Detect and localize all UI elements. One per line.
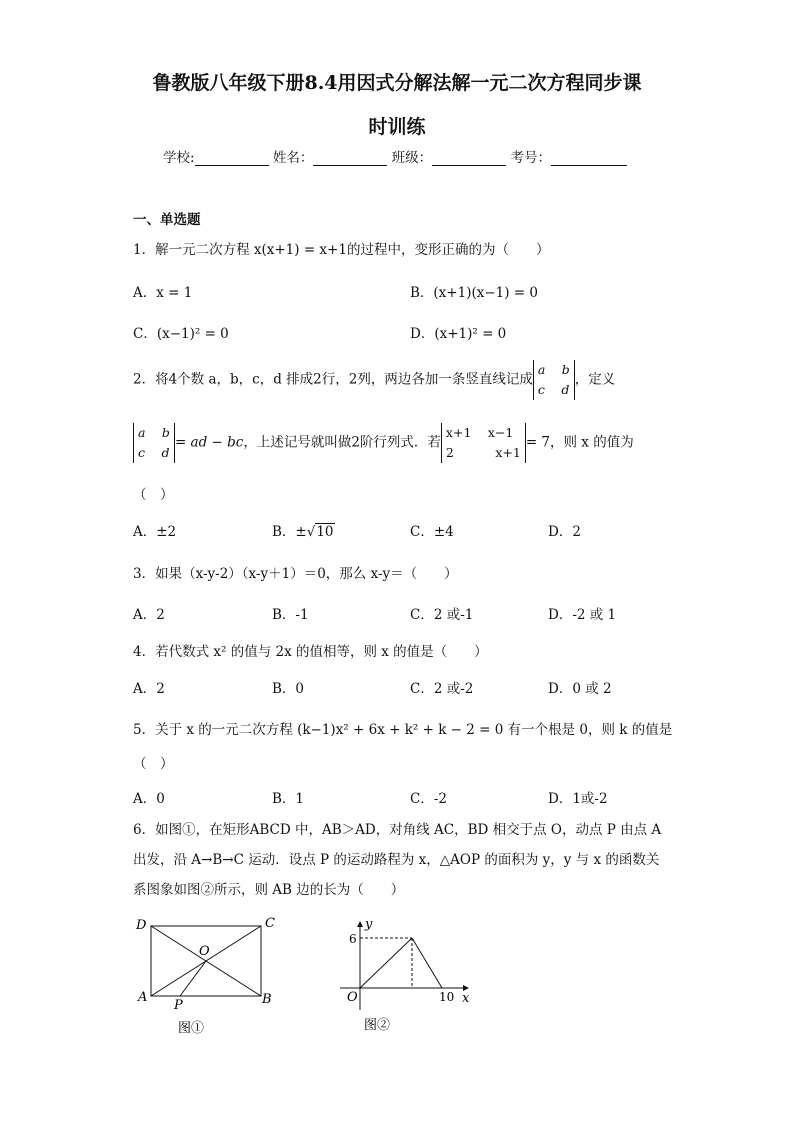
tick-10: 10 (439, 990, 455, 1004)
q4-stem: 4．若代数式 x² 的值与 2x 的值相等，则 x 的值是（ ） (133, 644, 488, 660)
q2-option-c[interactable]: C．±4 (410, 524, 454, 540)
label-a: A (138, 990, 148, 1005)
q1-option-a[interactable]: A．x = 1 (133, 285, 193, 301)
name-blank[interactable] (313, 151, 387, 166)
title-line-1: 鲁教版八年级下册8.4用因式分解法解一元二次方程同步课 (152, 72, 642, 94)
q2-option-b-label: B．± (272, 524, 307, 540)
class-label: 班级： (391, 150, 433, 166)
q2-stem-c: ，上述记号就叫做2阶行列式．若 (243, 434, 441, 451)
caption-fig1: 图① (178, 1021, 205, 1036)
q2-stem-a: 2．将4个数 a，b，c，d 排成2行，2列，两边各加一条竖直线记成 (133, 371, 533, 388)
q3-option-a[interactable]: A．2 (133, 607, 165, 623)
label-b: B (262, 992, 272, 1007)
det-row-1: a b (537, 362, 570, 377)
graph-falling (412, 938, 442, 988)
exam-no-label: 考号： (510, 150, 551, 166)
exam-no-blank[interactable] (551, 151, 627, 166)
label-origin: O (347, 990, 358, 1005)
label-o: O (199, 944, 210, 959)
q3-option-b[interactable]: B．-1 (272, 607, 309, 623)
q1-option-b[interactable]: B．(x+1)(x−1) = 0 (410, 285, 538, 301)
q4-option-b[interactable]: B．0 (272, 681, 305, 697)
q1-stem: 1．解一元二次方程 x(x+1) = x+1的过程中，变形正确的为（ ） (133, 242, 550, 258)
caption-fig2: 图② (364, 1018, 391, 1033)
school-label: 学校: (163, 150, 195, 166)
q2-option-b[interactable] (272, 520, 335, 540)
label-y: y (365, 917, 373, 932)
q2-line-2 (133, 423, 634, 463)
q1-option-d[interactable]: D．(x+1)² = 0 (410, 326, 507, 342)
label-p: P (174, 998, 183, 1013)
q3-option-c[interactable]: C．2 或-1 (410, 607, 474, 623)
info-row (163, 146, 627, 166)
det-row-2: c d (537, 382, 570, 397)
q4-option-d[interactable]: D．0 或 2 (548, 681, 612, 697)
q5-option-c[interactable]: C．-2 (410, 791, 447, 807)
q2-option-a[interactable]: A．±2 (133, 524, 177, 540)
q6-line-3: 系图象如图②所示，则 AB 边的长为（ ） (133, 882, 405, 898)
q2-line-1 (133, 360, 615, 400)
q4-option-c[interactable]: C．2 或-2 (410, 681, 474, 697)
q2-det-equation (441, 423, 526, 463)
q2-stem-d: = 7，则 x 的值为 (525, 434, 634, 451)
q1-option-c[interactable]: C．(x−1)² = 0 (133, 326, 229, 342)
q2-stem-e: （ ） (133, 487, 174, 503)
sqrt-symbol: √ (306, 524, 316, 540)
q2-stem-b: ，定义 (574, 371, 616, 388)
q3-stem: 3．如果（x-y-2）（x-y＋1）＝0，那么 x-y＝（ ） (133, 566, 458, 582)
q2-option-b-radicand: 10 (316, 524, 334, 540)
q2-def-rhs: = ad − bc (174, 434, 244, 451)
q6-line-1: 6．如图①，在矩形ABCD 中，AB＞AD，对角线 AC，BD 相交于点 O，动点 P 由点 A (133, 822, 662, 838)
class-blank[interactable] (432, 151, 506, 166)
label-c: C (265, 916, 275, 931)
tick-6: 6 (349, 932, 357, 946)
q2-det-notation (533, 360, 575, 400)
q5-stem-b: （ ） (133, 756, 174, 772)
eq-row-1: x+1 x−1 (445, 425, 514, 440)
segment-op (180, 961, 206, 996)
label-x: x (462, 991, 470, 1006)
q5-option-a[interactable]: A．0 (133, 791, 165, 807)
q2-det-def (133, 423, 175, 463)
q4-option-a[interactable]: A．2 (133, 681, 165, 697)
school-blank[interactable] (195, 151, 269, 166)
title-line-2: 时训练 (368, 116, 426, 138)
q2-option-d[interactable]: D．2 (548, 524, 581, 540)
q5-option-b[interactable]: B．1 (272, 791, 305, 807)
graph-rising (360, 938, 412, 988)
section-heading: 一、单选题 (133, 212, 201, 228)
q3-option-d[interactable]: D．-2 或 1 (548, 607, 617, 623)
q5-stem: 5．关于 x 的一元二次方程 (k−1)x² + 6x + k² + k − 2 = 0 有一个根是 0，则 k 的值是 (133, 722, 673, 738)
figure-2-graph (330, 910, 490, 1040)
figure-1-rectangle (130, 910, 290, 1045)
name-label: 姓名： (272, 150, 314, 166)
q6-line-2: 出发，沿 A→B→C 运动．设点 P 的运动路程为 x，△AOP 的面积为 y，y 与 x 的函数关 (133, 852, 660, 868)
label-d: D (136, 918, 147, 933)
def-row-1: a b (138, 425, 170, 440)
eq-row-2: 2 x+1 (445, 445, 521, 460)
def-row-2: c d (138, 445, 170, 460)
q5-option-d[interactable]: D．1或-2 (548, 791, 608, 807)
